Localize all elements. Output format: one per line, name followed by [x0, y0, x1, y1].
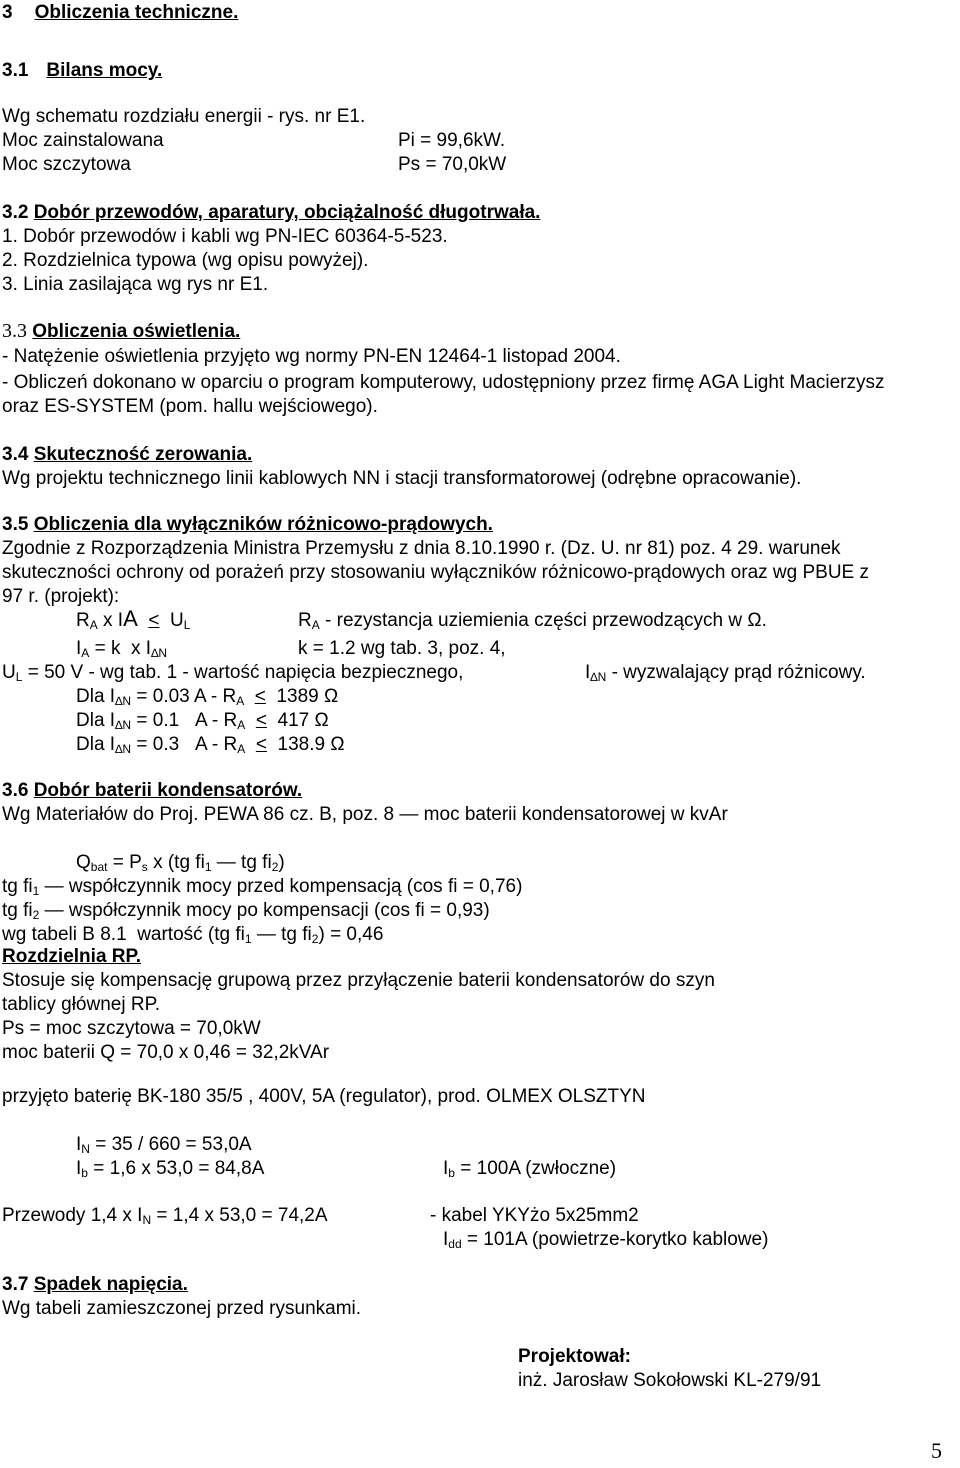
rcd-row: Dla $I_{\Delta N} = 0.03$ $A - R_A < 1389$ Ω [76, 686, 339, 708]
rp-heading: Rozdzielnia RP. [2, 946, 142, 967]
text-line: Stosuje się kompensację grupową przez przyłączenie baterii kondensatorów do szyn [2, 970, 715, 991]
text-line: Ps = moc szczytowa = 70,0kW [2, 1018, 261, 1039]
section-number: 3.5 [2, 514, 29, 535]
section-number: 3.3 [2, 320, 27, 342]
tg2-definition: tg $fi_2$ — współczynnik mocy po kompensacji (cos fi = 0,93) [2, 900, 490, 922]
formula-idn-desc: $I_{\Delta N}$ - wyzwalający prąd różnicowy. [585, 662, 866, 684]
section-3-2-heading [2, 202, 540, 224]
section-3-3-heading [2, 320, 240, 343]
section-title: Obliczenia techniczne. [34, 2, 239, 23]
section-3-7-heading [2, 1274, 188, 1296]
bilans-line: Wg schematu rozdziału energii - rys. nr E1. [2, 106, 366, 127]
text-line: Wg projektu technicznego linii kablowych NN i stacji transformatorowej (odrębne opracowanie). [2, 468, 802, 489]
list-item: 3. Linia zasilająca wg rys nr E1. [2, 274, 269, 295]
text-line: 97 r. (projekt): [2, 586, 120, 607]
section-number: 3.7 [2, 1274, 29, 1295]
text-line: Zgodnie z Rozporządzenia Ministra Przemysłu z dnia 8.10.1990 r. (Dz. U. nr 81) poz. 4 29. warunek [2, 538, 841, 559]
section-3-1-heading [2, 60, 162, 82]
designer-name: inż. Jarosław Sokołowski KL-279/91 [518, 1370, 822, 1391]
ib-calc: $I_b = 1,6$ x 53,0 = 84,8A [76, 1158, 265, 1180]
text-line: Wg tabeli zamieszczonej przed rysunkami. [2, 1298, 362, 1319]
formula-ra-desc: $R_A$ - rezystancja uziemienia części przewodzących w Ω. [298, 610, 767, 632]
text-line: - Obliczeń dokonano w oparciu o program komputerowy, udostępniony przez firmę AGA Light Macierzysz [2, 372, 885, 393]
section-number: 3.1 [2, 60, 29, 81]
text-line: tablicy głównej RP. [2, 994, 161, 1015]
peak-power-label: Moc szczytowa [2, 154, 131, 175]
in-calc: $I_N = 35 / 660 = 53,0A$ [76, 1134, 252, 1156]
tg1-definition: tg $fi_1$ — współczynnik mocy przed kompensacją (cos fi = 0,76) [2, 876, 523, 898]
formula-k-value: k = 1.2 wg tab. 3, poz. 4, [298, 638, 506, 659]
section-number: 3 [2, 2, 13, 23]
section-number: 3.4 [2, 444, 29, 465]
section-title: Spadek napięcia. [33, 1274, 188, 1295]
text-line: Wg Materiałów do Proj. PEWA 86 cz. B, poz. 8 — moc baterii kondensatorowej w kvAr [2, 804, 728, 825]
installed-power-label: Moc zainstalowana [2, 130, 164, 151]
text-line: skuteczności ochrony od porażeń przy stosowaniu wyłączników różnicowo-prądowych oraz wg PBUE z [2, 562, 869, 583]
text-line: - Natężenie oświetlenia przyjęto wg normy PN-EN 12464-1 listopad 2004. [2, 346, 621, 367]
cable-type: - kabel YKYżo 5x25mm2 [430, 1205, 639, 1226]
section-title: Obliczenia dla wyłączników różnicowo-prądowych. [33, 514, 493, 535]
section-title: Obliczenia oświetlenia. [32, 321, 241, 342]
section-3-5-heading [2, 514, 493, 536]
rcd-row: Dla $I_{\Delta N} = 0.1$ $A - R_A < 417$ Ω [76, 710, 329, 732]
formula-qbat: $Q_{bat} = P_s$ x (tg $fi_1$ — tg $fi_2$) [76, 852, 285, 874]
rcd-row: Dla $I_{\Delta N} = 0.3$ $A - R_A < 138.9$ Ω [76, 734, 345, 756]
section-number: 3.6 [2, 780, 29, 801]
idd-calc: $I_{dd} = 101A$ (powietrze-korytko kablowe) [443, 1229, 769, 1251]
text-line: oraz ES-SYSTEM (pom. hallu wejściowego). [2, 396, 378, 417]
installed-power-value: Pi = 99,6kW. [398, 130, 506, 151]
wires-calc: Przewody 1,4 x $I_N = 1,4$ x 53,0 = 74,2A [2, 1205, 328, 1227]
section-title: Dobór baterii kondensatorów. [33, 780, 303, 801]
text-line: moc baterii Q = 70,0 x 0,46 = 32,2kVAr [2, 1042, 330, 1063]
section-3-6-heading [2, 780, 302, 802]
formula-ul: $U_L = 50$ V - wg tab. 1 - wartość napięcia bezpiecznego, [2, 662, 464, 684]
list-item: 1. Dobór przewodów i kabli wg PN-IEC 60364-5-523. [2, 226, 448, 247]
section-title: Bilans mocy. [46, 60, 163, 81]
table-value: wg tabeli B 8.1 wartość (tg $fi_1$ — tg $fi_2) = 0,46$ [2, 924, 384, 946]
designer-label: Projektował: [518, 1346, 631, 1367]
section-3-4-heading [2, 444, 252, 466]
section-title: Skuteczność zerowania. [33, 444, 253, 465]
page-number: 5 [931, 1438, 942, 1463]
section-title: Dobór przewodów, aparatury, obciążalność długotrwała. [33, 202, 541, 223]
section-number: 3.2 [2, 202, 29, 223]
list-item: 2. Rozdzielnica typowa (wg opisu powyżej). [2, 250, 369, 271]
formula-ra-ia-ul: $R_A$ x IA < $U_L$ [76, 606, 191, 632]
ib-fuse: $I_b = 100A$ (zwłoczne) [443, 1158, 617, 1180]
battery-choice: przyjęto baterię BK-180 35/5 , 400V, 5A (regulator), prod. OLMEX OLSZTYN [2, 1086, 646, 1107]
formula-ia: $I_A = k$ x $I_{\Delta N}$ [76, 638, 168, 660]
section-3-heading [2, 2, 238, 24]
peak-power-value: Ps = 70,0kW [398, 154, 507, 175]
